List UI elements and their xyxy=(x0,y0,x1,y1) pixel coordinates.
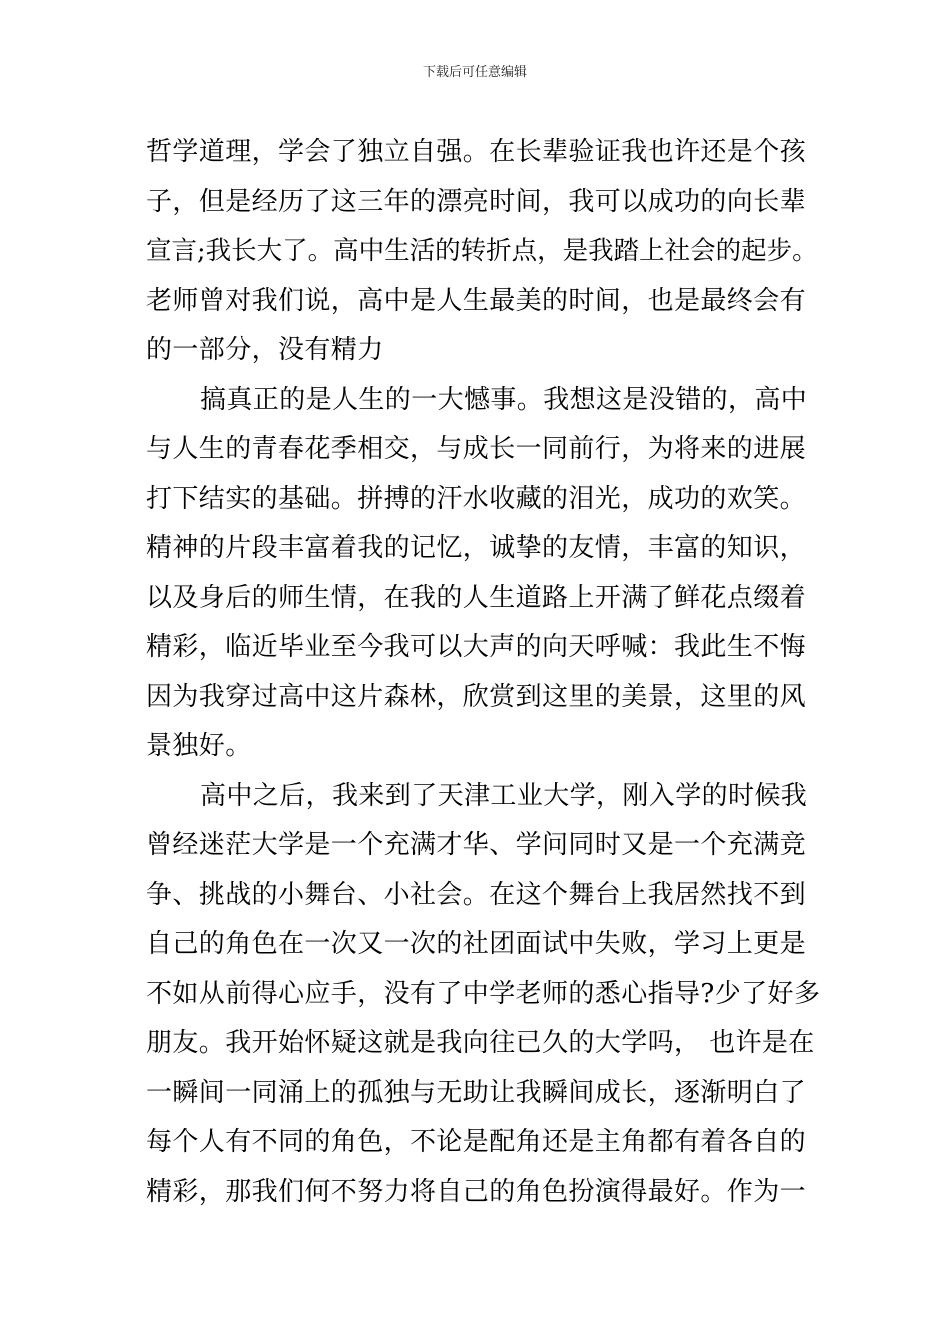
page-header: 下载后可任意编辑 xyxy=(422,65,527,80)
text-line: 一瞬间一同涌上的孤独与无助让我瞬间成长，逐渐明白了 xyxy=(146,1077,807,1108)
text-line: 不如从前得心应手，没有了中学老师的悉心指导?少了好多 xyxy=(146,978,821,1009)
paragraph xyxy=(146,772,826,1218)
text-line: 精彩，临近毕业至今我可以大声的向天呼喊：我此生不悔 xyxy=(146,632,807,662)
text-line: 打下结实的基础。拼搏的汗水收藏的泪光，成功的欢笑。 xyxy=(146,483,807,514)
text-line: 精神的片段丰富着我的记忆，诚挚的友情，丰富的知识， xyxy=(146,533,807,563)
text-line: 精彩，那我们何不努力将自己的角色扮演得最好。作为一 xyxy=(146,1176,807,1207)
text-line: 曾经迷茫大学是一个充满才华、学问同时又是一个充满竞 xyxy=(146,830,807,860)
text-line: 每个人有不同的角色，不论是配角还是主角都有着各自的 xyxy=(146,1127,807,1157)
text-line: 搞真正的是人生的一大憾事。我想这是没错的，高中 xyxy=(200,384,808,415)
document-body xyxy=(146,128,826,1217)
text-line: 子，但是经历了这三年的漂亮时间，我可以成功的向长辈 xyxy=(146,186,807,217)
text-line: 争、挑战的小舞台、小社会。在这个舞台上我居然找不到 xyxy=(146,879,807,910)
text-line: 朋友。我开始怀疑这就是我向往已久的大学吗， 也许是在 xyxy=(146,1028,815,1058)
text-line: 与人生的青春花季相交，与成长一同前行，为将来的进展 xyxy=(146,434,807,464)
text-line: 景独好。 xyxy=(146,731,252,761)
paragraph xyxy=(146,376,826,772)
text-line: 以及身后的师生情，在我的人生道路上开满了鲜花点缀着 xyxy=(146,582,807,613)
text-line: 宣言;我长大了。高中生活的转折点，是我踏上社会的起步。 xyxy=(146,236,818,266)
text-line: 哲学道理，学会了独立自强。在长辈验证我也许还是个孩 xyxy=(146,137,807,167)
text-line: 自己的角色在一次又一次的社团面试中失败，学习上更是 xyxy=(146,929,807,959)
text-line: 高中之后，我来到了天津工业大学，刚入学的时候我 xyxy=(200,780,808,811)
text-line: 老师曾对我们说，高中是人生最美的时间，也是最终会有 xyxy=(146,285,807,316)
text-line: 因为我穿过高中这片森林，欣赏到这里的美景，这里的风 xyxy=(146,681,807,712)
text-line: 的一部分，没有精力 xyxy=(146,335,384,365)
paragraph xyxy=(146,128,826,376)
